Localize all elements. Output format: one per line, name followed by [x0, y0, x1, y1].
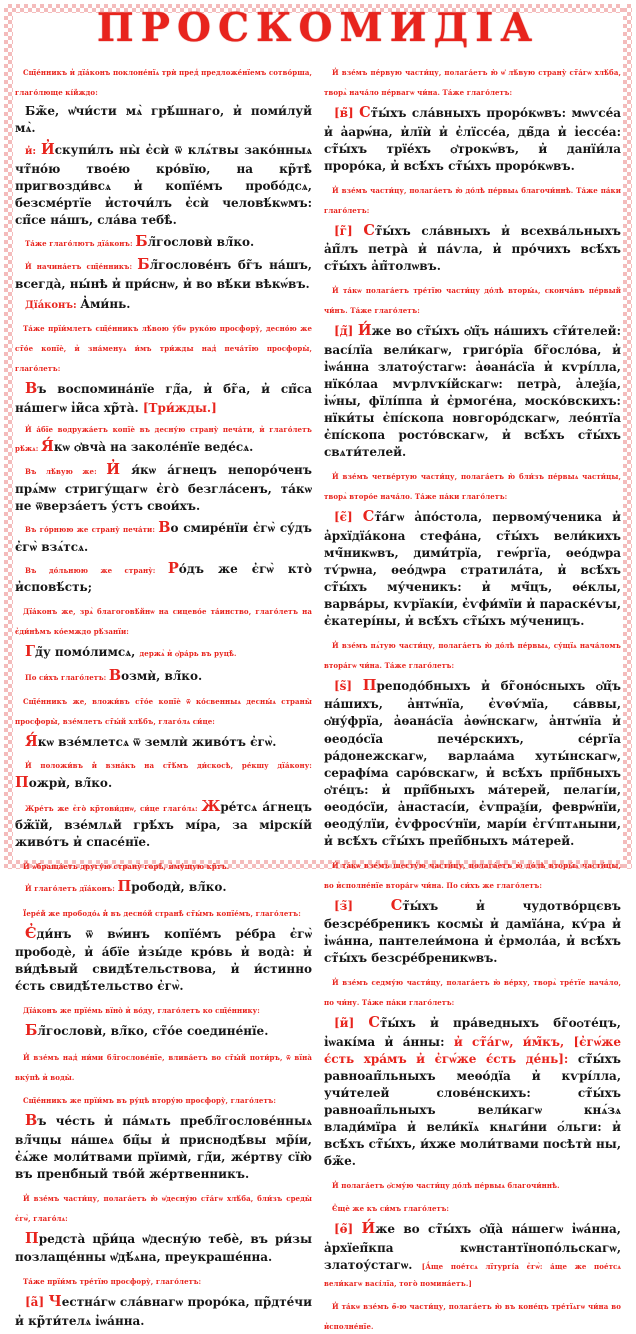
- body-text: ст̃ы́хъ равноап̃льныхъ меѳо́дїа и̓ кѵрі́лла, учи́телей слове́нскихъ: ст̃ы́хъ равноап̃льныхъ вели́кагѡ кнѧ́зѧ влади́мїра и̓ вели́кїѧ кнѧги́ни ѻ́льги: и̓ всѣ́хъ ст̃ы́хъ, и́хже моли́твами посѣтѝ ны, бж̃е.: [324, 1052, 621, 1169]
- text-paragraph: [15, 1229, 312, 1267]
- rubric-text: И̓ взе́мъ четве́ртую части́цу, полага́етъ ю̀ бли́зъ пе́рвыѧ части́цы, творѧ̀ второ́е нача́ло. Та́же па́ки глаго́летъ:: [324, 472, 621, 502]
- red-initial-letter: С: [390, 896, 403, 914]
- rubric-text: Въ до́льнюю же страну̀:: [25, 565, 168, 575]
- page-border-right: [623, 4, 632, 869]
- rubric-text: Є̓щѐ же къ си́мъ глаго́летъ:: [332, 1204, 450, 1214]
- text-paragraph: [324, 103, 621, 175]
- text-paragraph: [15, 732, 312, 753]
- rubric-text: И̓ взе́мъ пе́рвую части́цу, полага́етъ ю̀ ѡ̓ лѣ́вую страну̀ ст̃а́гѡ хлѣ́ба, творѧ̀ нача́ло пе́рвагѡ чи́на. Та́же глаго́летъ:: [324, 68, 621, 97]
- rubric-paragraph: [324, 60, 621, 100]
- rubric-paragraph: [15, 854, 312, 874]
- body-text: Бж̃е, ѡ̓чи́сти мѧ̀ грѣ́шнаго, и̓ поми́луй мѧ̀.: [15, 104, 312, 136]
- red-body-text: [ѳ̃]: [334, 1222, 362, 1237]
- body-text: А̓ми́нь.: [80, 296, 131, 311]
- text-paragraph: [15, 296, 312, 313]
- body-text: рободѝ, вл̃ко.: [131, 880, 227, 895]
- rubric-text: Сщ̃е́нникъ и̓ дїа́конъ поклоне́нїѧ трѝ пред̾ предложе́нїемъ сотво́рша, глаго́люще кі́йждо:: [15, 68, 313, 97]
- red-body-text: [и̃]: [334, 1016, 369, 1031]
- rubric-text: Жре́тъ же є̓го̀ кр̃тови́днѡ, си́це глаго́лѧ:: [25, 803, 202, 813]
- body-text: о смире́нїи є̓гѡ̀ су́дъ є̓гѡ̀ взѧ́тсѧ.: [15, 521, 313, 554]
- red-initial-letter: П: [362, 676, 377, 694]
- red-initial-letter: Р: [167, 559, 179, 577]
- rubric-text: Дїа́конъ же, зрѧ̀ благоговѣ́йнѡ на сицево́е та́инство, глаго́летъ на є̓ди́нѣмъ ко́емждо рѣ́занїи:: [15, 607, 312, 637]
- red-initial-letter: Є̓: [25, 924, 37, 942]
- red-initial-letter: Б: [25, 1022, 38, 1040]
- red-initial-letter: В: [158, 519, 171, 536]
- rubric-text: И̓ положи́въ и̓̀ взна́къ на ст̃ѣ́мъ ди́скосѣ, ре́кшу дїа́кону:: [25, 760, 312, 770]
- red-initial-letter: В: [108, 666, 122, 684]
- rubric-paragraph: [324, 278, 621, 318]
- text-paragraph: [15, 420, 312, 458]
- rubric-text: И̓ а́бїе водружа́етъ копїѐ въ десну́ю страну̀ печа́ти, и̓ глаго́летъ рѣ́жѧ:: [15, 424, 312, 453]
- rubric-paragraph: [15, 599, 312, 639]
- text-paragraph: [324, 321, 621, 461]
- red-initial-letter: П: [25, 1229, 39, 1247]
- body-text: л̃гослове́нъ бг̃ъ на́шъ, всегда̀, ны́нѣ и̓ при́снѡ, и̓ во вѣ́ки вѣкѡ́въ.: [15, 258, 312, 291]
- text-content: [15, 57, 622, 1331]
- red-initial-letter: И́: [361, 1220, 376, 1238]
- text-paragraph: [324, 1219, 621, 1291]
- rubric-text: И̓ полага́етъ ѻ̓сму́ю части́цу до́лѣ пе́рвыѧ благочи́ннѣ.: [332, 1181, 560, 1191]
- text-paragraph: [15, 232, 312, 253]
- red-initial-letter: Б: [135, 232, 148, 250]
- rubric-paragraph: [324, 853, 621, 893]
- rubric-paragraph: [15, 998, 312, 1018]
- rubric-text: И̓ глаго́летъ дїа́конъ:: [25, 884, 118, 894]
- rubric-text: Сщ̃е́нникъ же, вложи́въ ст̃о́е копїѐ ѿ ко́свенныѧ десны́ѧ страны̀ просфоры̀, взе́млетъ ст̃ы́й хлѣ́бъ, глаго́лѧ си́це:: [15, 697, 312, 727]
- body-text: ъ воспомина́нїе гд̃а, и̓ бг̃а, и̓ сп̃са на́шегѡ і̓и̃са хр̃та̀.: [15, 382, 312, 415]
- red-body-text: и̓ ст̃а́гѡ, и́м̃къ, [є̓гѡ́же є́сть хра́мъ и̓ є̓гѡ́же є́сть де́нь]:: [324, 1034, 621, 1067]
- rubric-text: И̓ ѡ̓браща́етъ другу́ю страну̀ горѣ̀, и̓му́щую кр̃тъ.: [23, 862, 230, 872]
- rubric-text: По си́хъ глаго́летъ:: [25, 672, 109, 682]
- text-paragraph: [324, 676, 621, 850]
- rubric-paragraph: [324, 1173, 621, 1193]
- rubric-paragraph: [15, 1186, 312, 1226]
- text-paragraph: [15, 924, 312, 996]
- text-paragraph: [15, 797, 312, 852]
- body-text: л̃гословѝ, вл̃ко, ст̃о́е соедине́нїе.: [37, 1024, 269, 1039]
- red-body-text: [в̃]: [334, 106, 360, 120]
- rubric-text: Въ лѣ́вую же:: [25, 467, 107, 477]
- text-paragraph: [15, 460, 312, 515]
- body-text: кѡ ѻ̓вча̀ на заколе́нїе веде́сѧ.: [53, 439, 254, 454]
- rubric-paragraph: [324, 970, 621, 1010]
- text-paragraph: [324, 896, 621, 968]
- body-text: д̃у помо́лимсѧ,: [35, 645, 140, 660]
- body-text: редста̀ цр̃и́ца ѡ̓десну́ю тебѐ, въ ри́зы позлаще́нны ѡ̓дѣ́ѧна, преукраше́нна.: [15, 1231, 312, 1265]
- body-text: я́кѡ а́гнецъ непоро́ченъ прѧ́мѡ стригу́щагѡ є̓го̀ безгла́сенъ, та́кѡ не ѿверза́етъ у́стъ свои́хъ.: [15, 463, 312, 513]
- rubric-text: И̓ та́кѡ взе́мъ ѳ̃-ю части́цу, полага́етъ ю̀ въ коне́цъ тре́тїѧгѡ чи́на во и̓сполне́нїе.: [324, 1301, 621, 1331]
- red-initial-letter: И̓: [41, 141, 55, 159]
- text-paragraph: [15, 559, 312, 597]
- body-text: ъ че́сть и̓ па́мѧть пребл̃гослове́нныѧ вл̃чцы на́шеѧ бц̃ы и̓ приснодѣ́вы мр̃і́и, є̓ѧ́же моли́твами прїимѝ, гд̃и, же́ртву сїю̀ въ пренб̃ный тво́й же́ртвенникъ.: [15, 1114, 312, 1181]
- text-paragraph: [15, 666, 312, 687]
- body-text: о́дъ же є̓гѡ̀ кто̀ и̓сповѣ́сть;: [15, 561, 312, 595]
- text-paragraph: [15, 877, 312, 898]
- page-title: ПРОСКОМИДІА: [96, 5, 540, 51]
- rubric-text: И̓ та́кѡ взе́мъ шесту́ю части́цу, полага́етъ ю̀ до́лѣ вторы́ѧ части́цы, во и̓сполне́нїе втора́гѡ чи́на. По си́хъ же глаго́летъ:: [324, 860, 621, 890]
- body-text: ожрѝ, вл̃ко.: [28, 775, 113, 790]
- red-body-text: [з̃]: [334, 898, 391, 913]
- text-paragraph: [15, 103, 312, 137]
- rubric-text: Та́же прїи́мъ тре́тїю просфору̀, глаго́летъ:: [23, 1277, 202, 1287]
- body-text: т̃ы́хъ сла́вныхъ проро́кѡвъ: мѡѵсе́а и̓ а̓арѡ́на, и̓лїѝ и̓ є̓лїссе́а, дв̃да и̓ і̓ессе́а: ст̃ы́хъ трїе́хъ ѻ̓трокѡ́въ, и̓ данїи́ла проро́ка, и̓ всѣ́хъ ст̃ы́хъ проро́кѡвъ.: [324, 106, 622, 173]
- rubric-text: И̓ взе́мъ пѧ́тую части́цу, полага́етъ ю̀ до́лѣ пе́рвыѧ, су́щїѧ нача́ломъ втора́гѡ чи́на. Та́же глаго́летъ:: [324, 640, 621, 670]
- rubric-text: [А́ще пое́тсѧ лїтургі́а є̓гѡ̀: а́ще же пое́тсѧ вели́кагѡ васі́лїа, того̀ помина́етъ.]: [324, 1261, 621, 1288]
- red-initial-letter: С: [362, 508, 375, 526]
- rubric-text: И̓ начина́етъ сщ̃е́нникъ:: [25, 262, 138, 272]
- red-lead-text: и̓:: [25, 146, 41, 158]
- body-text: т̃а́гѡ а̓по́стола, первому́ченика и̓ а̓рхїдїа́кона стефа́на, ст̃ы́хъ вели́кихъ мч̃никѡвъ, дими́трїа, геѡ́ргїа, ѳео́дѡра тѵ́рѡна, ѳео́дѡра стратила́та, и̓ всѣ́хъ ст̃ы́хъ му́ченикъ: и̓ мч̃цъ, ѳе́клы, варва́ры, кѵрїакі́и, є̓ѵфи́мїи и̓ параске́ѵы, є̓катері́ны, и̓ всѣ́хъ ст̃ы́хъ му́ченицъ.: [324, 510, 621, 628]
- body-text: ре́тсѧ а́гнецъ бж̃їй, взе́млѧй грѣ́хъ мі́ра, за мірскі́й живо́тъ и̓ спасе́нїе.: [15, 799, 312, 850]
- rubric-text: держѧ̀ и̓ ѻ̓ра́рь въ руцѣ̀.: [139, 649, 237, 659]
- body-text: озмѝ, вл̃ко.: [121, 668, 203, 683]
- red-body-text: [г̃]: [334, 223, 364, 238]
- red-initial-letter: С: [368, 1014, 380, 1032]
- rubric-text: Та́же прїи́млетъ сщ̃е́нникъ лѣ́вою у́бѡ руко́ю просфору̀, десно́ю же ст̃о́е копїѐ, и̓ зна́менуѧ и́мъ три́жды над̾ печа́тїю просфоры̀, глаго́летъ:: [15, 324, 312, 374]
- body-text: ди́нъ ѿ вѡ́инъ копїе́мъ ре́бра є̓гѡ̀ прободѐ, и̓ а́бїе и̓зы́де кро́вь и̓ вода̀: и̓ ви́дѣвый свидѣ́тельствова, и̓ и́стинно є́сть свидѣ́тельство є̓гѡ̀.: [15, 926, 312, 994]
- rubric-paragraph: [15, 901, 312, 921]
- body-text: т̃ы́хъ и̓ чудотво́рцєвъ безсре́бреникъ космы̀ и̓ дамїа́на, кѵ́ра и̓ і̓ѡа́нна, пантелеи́мона и̓ є̓рмола́а, и̓ всѣ́хъ ст̃ы́хъ безсре́бреникѡвъ.: [324, 898, 621, 966]
- text-paragraph: [15, 756, 312, 794]
- red-initial-letter: Ч: [48, 1293, 62, 1311]
- rubric-paragraph: [324, 1294, 621, 1334]
- body-text: же во ст̃ы́хъ ѻ̓ц̃ъ на́шихъ ст̃и́телей: васі́лїа вели́кагѡ, григо́рїа бг̃осло́ва, и̓ і̓ѡа́нна златоу́стагѡ: а̓ѳана́сїа и̓ кѵрі́лла, нїко́лаа мѵрлѵкі́йскагѡ: петра̀, а̓леѯі́а, і̓ѡ́ны, фїлі́ппа и̓ є̓рмоге́на, моско́вскихъ: нїки́ты є̓пі́скопа новгоро́дскагѡ, лео́нтїа є̓пі́скопа росто́вскагѡ, и̓ всѣ́хъ ст̃ы́хъ свѧти́телей.: [324, 324, 622, 460]
- red-initial-letter: С: [363, 221, 375, 239]
- page-border-left: [4, 4, 13, 869]
- right-column: [324, 57, 622, 1331]
- body-text: реподо́бныхъ и̓ бг̃оно́сныхъ ѻ̓ц̃ъ на́шихъ, а̓нтѡ́нїа, є̓ѵѳѵ́мїа, са́ввы, ѻ̓ну́фрїа, а̓ѳана́сїа а̓ѳѡ́нскагѡ, а̓нтѡ́нїа и̓ ѳеодо́сїа пече́рскихъ, се́ргїа ра́донежскагѡ, варлаа́ма хуты́нскагѡ, серафі́ма саро́вскагѡ, и̓ всѣ́хъ прп̃бныхъ ѻ̓те́цъ: и̓ прп̃бныхъ ма́терей, пелагі́и, ѳеодо́сїи, а̓настасі́и, є̓ѵпраѯі́и, феврѡ́нїи, ѳеоду́лїи, є̓ѵфросѵ́нїи, марі́и є̓гѵ́птѧныни, и̓ всѣ́хъ ст̃ы́хъ преп̃бныхъ ма́терей.: [324, 678, 621, 848]
- red-initial-letter: Ж: [201, 797, 221, 815]
- rubric-text: И̓ взе́мъ части́цу, полага́етъ ю̀ ѡ̓десну́ю ст̃а́гѡ хлѣ́ба, бли́зъ среды̀ є̓гѡ̀, глаго́лѧ:: [15, 1193, 312, 1223]
- rubric-text: Дїа́конъ же прїе́мь вїно̀ и̓ во́ду, глаго́летъ ко сщ̃е́ннику:: [23, 1006, 260, 1016]
- rubric-paragraph: [15, 316, 312, 376]
- rubric-text: И̓ та́кѡ полага́етъ тре́тїю части́цу до́лѣ вторы́ѧ, сконча́въ пе́рвый чи́нъ. Та́же глаго́летъ:: [324, 286, 621, 316]
- red-body-text: [є̃]: [334, 510, 363, 525]
- rubric-paragraph: [15, 60, 312, 100]
- text-paragraph: [324, 507, 621, 630]
- body-text: скупи́лъ ны̀ є̓сѝ ѿ клѧ́твы зако́нныѧ чт̃но́ю твое́ю кро́вїю, на кр̃тѣ̀ пригвозди́всѧ и̓ копїе́мъ пробо́дсѧ, безсме́ртїе и̓сточи́лъ є̓сѝ человѣ́кѡмъ: сп̃се на́шъ, сла́ва тебѣ̀.: [15, 143, 312, 227]
- text-paragraph: [15, 140, 312, 229]
- red-initial-letter: П: [117, 878, 132, 896]
- red-initial-letter: Б: [137, 256, 150, 274]
- red-initial-letter: Я́: [41, 437, 54, 455]
- body-text: т̃ы́хъ и̓ пра́ведныхъ бг̃оѻте́цъ, і̓ѡакі́ма и̓ а́нны:: [324, 1016, 621, 1049]
- red-initial-letter: С: [359, 104, 371, 121]
- body-text: т̃ы́хъ сла́вныхъ и̓ всехва́льныхъ а̓п̃лъ петра̀ и̓ па́ѵла, и̓ про́чихъ всѣ́хъ ст̃ы́хъ а̓п̃толѡвъ.: [324, 223, 621, 274]
- left-column: [15, 57, 313, 1328]
- rubric-paragraph: [15, 689, 312, 729]
- text-paragraph: [15, 642, 312, 663]
- rubric-paragraph: [324, 633, 621, 673]
- rubric-paragraph: [324, 1196, 621, 1216]
- body-text: кѡ взе́млетсѧ ѿ землѝ живо́тъ є̓гѡ̀.: [37, 735, 277, 750]
- text-paragraph: [15, 1292, 312, 1330]
- text-paragraph: [15, 518, 312, 556]
- text-paragraph: [324, 221, 621, 276]
- rubric-text: Сщ̃е́нникъ же прїи́мъ въ ру́цѣ втору́ю просфору̀, глаго́летъ:: [23, 1096, 277, 1106]
- text-paragraph: [15, 1111, 312, 1183]
- red-initial-letter: П: [15, 773, 29, 791]
- body-text: естна́гѡ сла́внагѡ проро́ка, пр̃дте́чи и̓ кр̃ти́телѧ і̓ѡа́нна.: [15, 1295, 312, 1328]
- rubric-paragraph: [15, 1088, 312, 1108]
- text-paragraph: [15, 255, 312, 293]
- red-body-text: [ѕ̃]: [334, 678, 363, 693]
- red-initial-letter: И́: [357, 322, 372, 340]
- red-lead-text: Дїа́конъ:: [25, 299, 81, 311]
- red-initial-letter: Я́: [25, 733, 38, 751]
- rubric-paragraph: [324, 178, 621, 218]
- red-body-text: [д̃]: [334, 324, 358, 339]
- rubric-text: И̓ взе́мъ седму́ю части́цу, полага́етъ ю̀ ве́рху, творѧ̀ тре́тїе нача́ло, по чи́ну. Та́же па́ки глаго́летъ:: [324, 978, 621, 1008]
- rubric-paragraph: [15, 1045, 312, 1085]
- rubric-paragraph: [324, 464, 621, 504]
- red-initial-letter: Г: [25, 643, 36, 661]
- rubric-text: И̓ взе́мъ части́цу, полага́етъ ю̀ до́лѣ пе́рвыѧ благочи́ннѣ. Та́же па́ки глаго́летъ:: [324, 185, 621, 215]
- red-body-text: [а̃]: [25, 1295, 49, 1310]
- text-paragraph: [15, 1021, 312, 1042]
- text-paragraph: [324, 1013, 621, 1170]
- text-paragraph: [15, 379, 312, 417]
- body-text: л̃гословѝ вл̃ко.: [147, 234, 255, 249]
- red-initial-letter: И̓: [106, 461, 120, 479]
- rubric-text: Въ го́рнюю же страну̀ печа́ти:: [25, 525, 159, 534]
- rubric-text: Та́же глаго́лютъ дїа́конъ:: [25, 238, 136, 248]
- rubric-paragraph: [15, 1269, 312, 1289]
- red-body-text: [Три́жды.]: [142, 400, 217, 415]
- rubric-text: И̓ взе́мъ над̾ ни́ми бл̃гослове́нїе, влива́етъ во ст̃ы́й поти́ръ, ѿ вїна̀ вку́пѣ и̓ воды̀.: [15, 1053, 312, 1083]
- red-initial-letter: В: [25, 1112, 38, 1130]
- red-initial-letter: В: [25, 380, 38, 398]
- rubric-text: Їере́й же прободо́ѧ и̓̀ въ десно́й странѣ̀ ст̃ы́мъ копїе́мъ, глаго́летъ:: [23, 908, 301, 918]
- body-text: же во ст̃ы́хъ ѻ̓ц̃а̀ на́шегѡ і̓ѡа́нна, а̓рхїеп̃кпа кѡнстантїнопо́льскагѡ, златоу́стагѡ.: [324, 1222, 621, 1272]
